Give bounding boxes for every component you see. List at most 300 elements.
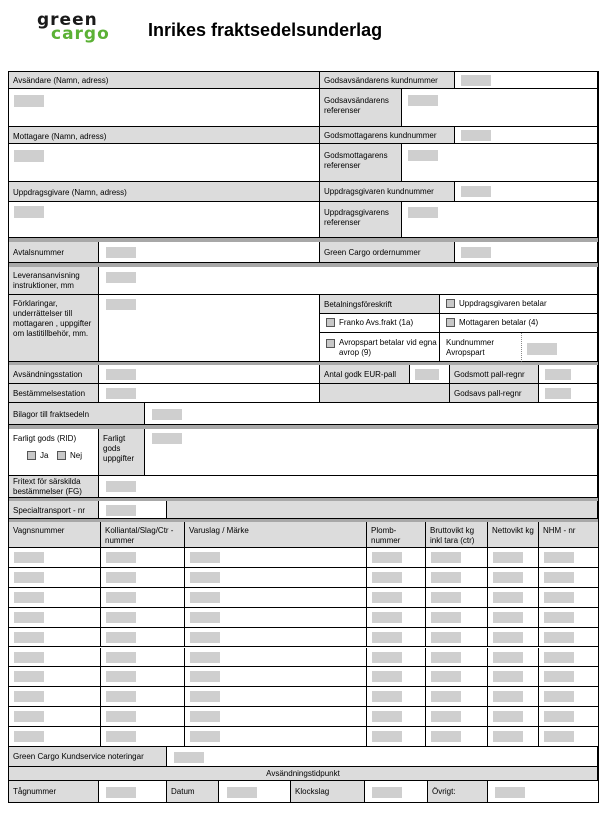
table-cell-input[interactable] <box>493 632 523 643</box>
sender-pallet-field[interactable] <box>539 384 598 403</box>
table-row-cell[interactable] <box>185 687 367 707</box>
payment-franko-option[interactable] <box>320 314 440 333</box>
declarations-input[interactable] <box>106 299 136 310</box>
time-input[interactable] <box>372 787 402 798</box>
logo-word-cargo: cargo <box>51 24 110 44</box>
sender-label-cell <box>9 72 320 89</box>
service-notes-field[interactable] <box>167 747 598 767</box>
table-row-cell[interactable] <box>488 707 539 727</box>
attachments-input[interactable] <box>152 409 182 420</box>
col-nhm-no-label: NHM - nr <box>543 526 576 535</box>
free-text-label: Fritext för särskilda bestämmelser (FG) <box>13 477 82 496</box>
dispatch-station-label: Avsändningsstation <box>13 370 83 379</box>
table-cell-input[interactable] <box>431 632 461 643</box>
client-label-cell <box>9 182 320 202</box>
table-row-cell[interactable] <box>488 548 539 568</box>
table-cell-input[interactable] <box>493 592 523 603</box>
table-cell-input[interactable] <box>544 552 574 563</box>
receiver-pallet-field[interactable] <box>539 365 598 384</box>
table-cell-input[interactable] <box>493 552 523 563</box>
order-no-label-cell <box>320 242 455 263</box>
eur-pallet-input[interactable] <box>415 369 439 380</box>
payment-receiver-option[interactable] <box>440 314 598 333</box>
table-cell-input[interactable] <box>544 632 574 643</box>
table-row-cell[interactable] <box>185 727 367 747</box>
table-row-cell[interactable] <box>426 667 488 687</box>
avropspart-customer-no-input[interactable] <box>527 343 557 355</box>
freight-form <box>8 71 599 803</box>
payment-client-option-row <box>446 299 547 309</box>
table-row-cell[interactable] <box>9 548 101 568</box>
table-row-cell[interactable] <box>426 568 488 588</box>
checkbox-dangerous-no[interactable] <box>57 451 66 460</box>
table-row-cell[interactable] <box>488 628 539 648</box>
table-row-cell[interactable] <box>185 667 367 687</box>
table-cell-input[interactable] <box>106 552 136 563</box>
order-no-field[interactable] <box>455 242 598 263</box>
dangerous-goods-cell <box>9 429 99 476</box>
payment-receiver-option-label: Mottagaren betalar (4) <box>459 318 539 327</box>
sender-field-input[interactable] <box>14 95 44 107</box>
table-row-cell[interactable] <box>9 648 101 668</box>
table-row-cell[interactable] <box>185 588 367 608</box>
dangerous-info-input[interactable] <box>152 433 182 444</box>
table-cell-input[interactable] <box>106 671 136 682</box>
table-row-cell[interactable] <box>101 568 185 588</box>
receiver-reference-input[interactable] <box>408 150 438 161</box>
receiver-label-cell <box>9 127 320 144</box>
table-cell-input[interactable] <box>190 572 220 583</box>
col-wagon-no-label: Vagnsnummer <box>13 526 65 535</box>
receiver-customer-no-input[interactable] <box>461 130 491 141</box>
dangerous-yes-label: Ja <box>40 451 49 460</box>
col-net-weight-label: Nettovikt kg <box>492 526 534 535</box>
table-row-cell[interactable] <box>426 687 488 707</box>
table-row-cell[interactable] <box>367 608 426 628</box>
table-row-cell[interactable] <box>367 588 426 608</box>
client-customer-no-input[interactable] <box>461 186 491 197</box>
sender-reference-label: Godsavsändarens referenser <box>324 96 389 115</box>
eur-pallet-label-cell <box>320 365 410 384</box>
client-field-input[interactable] <box>14 206 44 218</box>
delivery-field[interactable] <box>99 267 598 295</box>
avropspart-customer-no-label: Kundnummer Avropspart <box>446 338 495 357</box>
receiver-reference-field[interactable] <box>402 144 598 182</box>
train-no-label: Tågnummer <box>13 787 57 796</box>
free-text-input[interactable] <box>106 481 136 492</box>
table-row-cell[interactable] <box>367 648 426 668</box>
table-cell-input[interactable] <box>493 711 523 722</box>
dispatch-station-field[interactable] <box>99 365 320 384</box>
dangerous-info-label: Farligt gods uppgifter <box>103 434 135 463</box>
table-row-cell[interactable] <box>9 608 101 628</box>
delivery-label: Leveransanvisning instruktioner, mm <box>13 271 80 290</box>
special-transport-label: Specialtransport - nr <box>13 506 86 515</box>
table-cell-input[interactable] <box>14 632 44 643</box>
payment-client-option[interactable] <box>440 295 598 314</box>
table-cell-input[interactable] <box>431 731 461 742</box>
receiver-field-input[interactable] <box>14 150 44 162</box>
table-row-cell[interactable] <box>185 628 367 648</box>
table-cell-input[interactable] <box>190 731 220 742</box>
special-transport-field[interactable] <box>99 501 167 519</box>
payment-franko-option-row <box>326 318 413 328</box>
train-no-field[interactable] <box>99 781 167 802</box>
table-row-cell[interactable] <box>9 687 101 707</box>
dispatch-station-label-cell <box>9 365 99 384</box>
table-cell-input[interactable] <box>431 711 461 722</box>
table-row-cell[interactable] <box>185 568 367 588</box>
date-input[interactable] <box>227 787 257 798</box>
table-cell-input[interactable] <box>372 711 402 722</box>
page-title: Inrikes fraktsedelsunderlag <box>148 20 383 40</box>
table-row-cell[interactable] <box>539 727 598 747</box>
payment-client-option-label: Uppdragsgivaren betalar <box>459 299 547 308</box>
col-packages-label: Kolliantal/Slag/Ctr - nummer <box>105 526 174 545</box>
receiver-label: Mottagare (Namn, adress) <box>13 132 107 141</box>
delivery-label-cell <box>9 267 99 295</box>
table-row-cell[interactable] <box>101 727 185 747</box>
table-cell-input[interactable] <box>431 612 461 623</box>
table-cell-input[interactable] <box>493 691 523 702</box>
checkbox-receiver-pays[interactable] <box>446 318 455 327</box>
table-row-cell[interactable] <box>488 648 539 668</box>
table-cell-input[interactable] <box>190 671 220 682</box>
client-customer-no-label-cell <box>320 182 455 202</box>
table-cell-input[interactable] <box>106 652 136 663</box>
table-row-cell[interactable] <box>367 667 426 687</box>
attachments-field[interactable] <box>145 403 598 425</box>
sender-pallet-input[interactable] <box>545 388 571 399</box>
other-label: Övrigt: <box>432 787 456 796</box>
dangerous-goods-label: Farligt gods (RID) <box>13 434 77 443</box>
sender-reference-label-cell <box>320 89 402 127</box>
table-cell-input[interactable] <box>372 552 402 563</box>
table-cell-input[interactable] <box>190 652 220 663</box>
table-row-cell[interactable] <box>367 568 426 588</box>
table-cell-input[interactable] <box>190 612 220 623</box>
table-row-cell[interactable] <box>488 727 539 747</box>
train-no-input[interactable] <box>106 787 136 798</box>
sender-pallet-label: Godsavs pall-regnr <box>454 389 522 398</box>
client-reference-label-cell <box>320 202 402 238</box>
table-row-cell[interactable] <box>539 707 598 727</box>
table-row-cell[interactable] <box>488 568 539 588</box>
table-cell-input[interactable] <box>14 731 44 742</box>
time-label-cell <box>291 781 365 802</box>
table-row-cell[interactable] <box>539 608 598 628</box>
table-row-cell[interactable] <box>101 548 185 568</box>
table-cell-input[interactable] <box>106 572 136 583</box>
table-cell-input[interactable] <box>372 652 402 663</box>
table-row-cell[interactable] <box>101 667 185 687</box>
table-cell-input[interactable] <box>190 592 220 603</box>
table-row-cell[interactable] <box>426 648 488 668</box>
table-row-cell[interactable] <box>101 648 185 668</box>
client-reference-field[interactable] <box>402 202 598 238</box>
date-label: Datum <box>171 787 195 796</box>
receiver-pallet-label-cell <box>450 365 539 384</box>
dangerous-yes-option[interactable] <box>27 451 48 461</box>
service-notes-label-cell <box>9 747 167 767</box>
checkbox-client-pays[interactable] <box>446 299 455 308</box>
table-row-cell[interactable] <box>185 648 367 668</box>
table-row-cell[interactable] <box>426 588 488 608</box>
checkbox-avropspart[interactable] <box>326 339 335 348</box>
col-wagon-no-header <box>9 522 101 548</box>
table-cell-input[interactable] <box>372 592 402 603</box>
receiver-customer-no-label: Godsmottagarens kundnummer <box>324 131 437 140</box>
table-cell-input[interactable] <box>544 711 574 722</box>
table-cell-input[interactable] <box>14 652 44 663</box>
payment-avropspart-option[interactable] <box>320 333 440 362</box>
order-no-input[interactable] <box>461 247 491 258</box>
destination-station-input[interactable] <box>106 388 136 399</box>
table-cell-input[interactable] <box>372 731 402 742</box>
table-row-cell[interactable] <box>9 707 101 727</box>
client-field[interactable] <box>9 202 320 238</box>
table-row-cell[interactable] <box>426 548 488 568</box>
table-cell-input[interactable] <box>190 632 220 643</box>
client-reference-input[interactable] <box>408 207 438 218</box>
date-field[interactable] <box>219 781 291 802</box>
table-cell-input[interactable] <box>106 592 136 603</box>
eur-pallet-field[interactable] <box>410 365 450 384</box>
dispatch-station-input[interactable] <box>106 369 136 380</box>
green-cargo-logo <box>37 10 117 42</box>
table-cell-input[interactable] <box>493 671 523 682</box>
free-text-field[interactable] <box>99 476 598 498</box>
time-label: Klockslag <box>295 787 330 796</box>
col-goods-type-header <box>185 522 367 548</box>
table-row-cell[interactable] <box>9 588 101 608</box>
table-cell-input[interactable] <box>372 691 402 702</box>
table-cell-input[interactable] <box>372 572 402 583</box>
table-row-cell[interactable] <box>539 588 598 608</box>
receiver-customer-no-label-cell <box>320 127 455 144</box>
payment-label-cell <box>320 295 440 314</box>
dangerous-info-label-cell <box>99 429 145 476</box>
table-cell-input[interactable] <box>190 552 220 563</box>
table-row-cell[interactable] <box>9 667 101 687</box>
table-cell-input[interactable] <box>372 671 402 682</box>
client-customer-no-field[interactable] <box>455 182 598 202</box>
dispatch-time-header <box>9 767 598 781</box>
agreement-field[interactable] <box>99 242 320 263</box>
sender-customer-no-label-cell <box>320 72 455 89</box>
table-cell-input[interactable] <box>14 592 44 603</box>
table-cell-input[interactable] <box>431 691 461 702</box>
receiver-field[interactable] <box>9 144 320 182</box>
checkbox-dangerous-yes[interactable] <box>27 451 36 460</box>
client-reference-label: Uppdragsgivarens referenser <box>324 208 389 227</box>
table-row-cell[interactable] <box>101 588 185 608</box>
payment-receiver-option-row <box>446 318 538 328</box>
table-cell-input[interactable] <box>544 612 574 623</box>
table-row-cell[interactable] <box>9 727 101 747</box>
table-cell-input[interactable] <box>190 711 220 722</box>
table-row-cell[interactable] <box>426 608 488 628</box>
table-cell-input[interactable] <box>493 731 523 742</box>
sender-customer-no-input[interactable] <box>461 75 491 86</box>
agreement-label: Avtalsnummer <box>13 248 64 257</box>
table-row-cell[interactable] <box>101 687 185 707</box>
table-row-cell[interactable] <box>101 608 185 628</box>
table-cell-input[interactable] <box>431 671 461 682</box>
declarations-field[interactable] <box>99 295 320 362</box>
payment-label: Betalningsföreskrift <box>324 300 393 309</box>
dangerous-info-field[interactable] <box>145 429 598 476</box>
table-cell-input[interactable] <box>544 731 574 742</box>
table-row-cell[interactable] <box>539 687 598 707</box>
dangerous-no-option[interactable] <box>57 451 82 461</box>
receiver-customer-no-field[interactable] <box>455 127 598 144</box>
payment-avropspart-option-label: Avropspart betalar vid egna avrop (9) <box>339 338 437 357</box>
table-cell-input[interactable] <box>106 731 136 742</box>
agreement-label-cell <box>9 242 99 263</box>
service-notes-input[interactable] <box>174 752 204 763</box>
dispatch-time-title: Avsändningstidpunkt <box>266 769 340 778</box>
attachments-label: Bilagor till fraktsedeln <box>13 410 90 419</box>
sender-customer-no-field[interactable] <box>455 72 598 89</box>
destination-station-label-cell <box>9 384 99 403</box>
table-cell-input[interactable] <box>493 572 523 583</box>
other-label-cell <box>428 781 488 802</box>
receiver-pallet-input[interactable] <box>545 369 571 380</box>
table-row-cell[interactable] <box>539 548 598 568</box>
other-input[interactable] <box>495 787 525 798</box>
table-row-cell[interactable] <box>367 727 426 747</box>
dangerous-no-label: Nej <box>70 451 83 460</box>
table-cell-input[interactable] <box>14 691 44 702</box>
table-cell-input[interactable] <box>493 652 523 663</box>
receiver-reference-label-cell <box>320 144 402 182</box>
table-cell-input[interactable] <box>372 632 402 643</box>
sender-reference-input[interactable] <box>408 95 438 106</box>
sender-pallet-label-cell <box>450 384 539 403</box>
table-cell-input[interactable] <box>544 572 574 583</box>
table-cell-input[interactable] <box>544 652 574 663</box>
table-row-cell[interactable] <box>488 687 539 707</box>
table-cell-input[interactable] <box>106 612 136 623</box>
table-cell-input[interactable] <box>106 691 136 702</box>
stations-spacer <box>320 384 450 403</box>
table-cell-input[interactable] <box>190 691 220 702</box>
table-row-cell[interactable] <box>101 628 185 648</box>
table-row-cell[interactable] <box>426 628 488 648</box>
sender-field[interactable] <box>9 89 320 127</box>
table-row-cell[interactable] <box>367 548 426 568</box>
col-goods-type-label: Varuslag / Märke <box>189 526 249 535</box>
table-cell-input[interactable] <box>14 671 44 682</box>
table-cell-input[interactable] <box>544 691 574 702</box>
table-cell-input[interactable] <box>544 592 574 603</box>
table-row-cell[interactable] <box>426 707 488 727</box>
table-cell-input[interactable] <box>14 612 44 623</box>
agreement-input[interactable] <box>106 247 136 258</box>
special-transport-input[interactable] <box>106 505 136 516</box>
table-row-cell[interactable] <box>185 608 367 628</box>
attachments-label-cell <box>9 403 145 425</box>
service-notes-label: Green Cargo Kundservice noteringar <box>13 752 144 761</box>
receiver-reference-label: Godsmottagarens referenser <box>324 151 388 170</box>
logo-word-green: green <box>37 10 98 30</box>
client-customer-no-label: Uppdragsgivaren kundnummer <box>324 187 434 196</box>
table-cell-input[interactable] <box>544 671 574 682</box>
payment-franko-option-label: Franko Avs.frakt (1a) <box>339 318 414 327</box>
table-row-cell[interactable] <box>539 667 598 687</box>
avropspart-customer-no-field[interactable] <box>522 333 598 362</box>
special-transport-label-cell <box>9 501 99 519</box>
table-row-cell[interactable] <box>367 628 426 648</box>
delivery-input[interactable] <box>106 272 136 283</box>
table-row-cell[interactable] <box>185 707 367 727</box>
free-text-label-cell <box>9 476 99 498</box>
table-row-cell[interactable] <box>539 648 598 668</box>
declarations-label: Förklaringar, underrättelser till mottagaren , uppgifter om lastitillbehör, mm. <box>13 299 92 338</box>
eur-pallet-label: Antal godk EUR-pall <box>324 370 397 379</box>
table-cell-input[interactable] <box>431 572 461 583</box>
sender-customer-no-label: Godsavsändarens kundnummer <box>324 76 438 85</box>
order-no-label: Green Cargo ordernummer <box>324 248 421 257</box>
table-row-cell[interactable] <box>185 548 367 568</box>
time-field[interactable] <box>365 781 428 802</box>
table-cell-input[interactable] <box>372 612 402 623</box>
avropspart-customer-no-label-cell <box>440 333 522 362</box>
special-transport-spacer <box>167 501 598 519</box>
table-row-cell[interactable] <box>539 628 598 648</box>
col-gross-weight-header <box>426 522 488 548</box>
table-cell-input[interactable] <box>106 711 136 722</box>
table-row-cell[interactable] <box>367 707 426 727</box>
destination-station-field[interactable] <box>99 384 320 403</box>
destination-station-label: Bestämmelsestation <box>13 389 86 398</box>
table-cell-input[interactable] <box>14 572 44 583</box>
train-no-label-cell <box>9 781 99 802</box>
table-cell-input[interactable] <box>106 632 136 643</box>
other-field[interactable] <box>488 781 598 802</box>
receiver-pallet-label: Godsmott pall-regnr <box>454 370 525 379</box>
table-cell-input[interactable] <box>493 612 523 623</box>
table-cell-input[interactable] <box>431 552 461 563</box>
sender-label: Avsändare (Namn, adress) <box>13 76 109 85</box>
col-gross-weight-label: Bruttovikt kg inkl tara (ctr) <box>430 526 475 545</box>
client-label: Uppdragsgivare (Namn, adress) <box>13 188 127 197</box>
table-cell-input[interactable] <box>14 552 44 563</box>
table-row-cell[interactable] <box>367 687 426 707</box>
col-seal-no-label: Plomb-nummer <box>371 526 401 545</box>
declarations-label-cell <box>9 295 99 362</box>
col-net-weight-header <box>488 522 539 548</box>
table-row-cell[interactable] <box>488 608 539 628</box>
col-seal-no-header <box>367 522 426 548</box>
table-row-cell[interactable] <box>9 628 101 648</box>
table-row-cell[interactable] <box>9 568 101 588</box>
table-row-cell[interactable] <box>426 727 488 747</box>
table-row-cell[interactable] <box>101 707 185 727</box>
col-nhm-no-header <box>539 522 598 548</box>
col-packages-header <box>101 522 185 548</box>
date-label-cell <box>167 781 219 802</box>
table-row-cell[interactable] <box>488 588 539 608</box>
table-cell-input[interactable] <box>431 652 461 663</box>
table-row-cell[interactable] <box>488 667 539 687</box>
table-cell-input[interactable] <box>14 711 44 722</box>
sender-reference-field[interactable] <box>402 89 598 127</box>
checkbox-franko[interactable] <box>326 318 335 327</box>
table-row-cell[interactable] <box>539 568 598 588</box>
table-cell-input[interactable] <box>431 592 461 603</box>
